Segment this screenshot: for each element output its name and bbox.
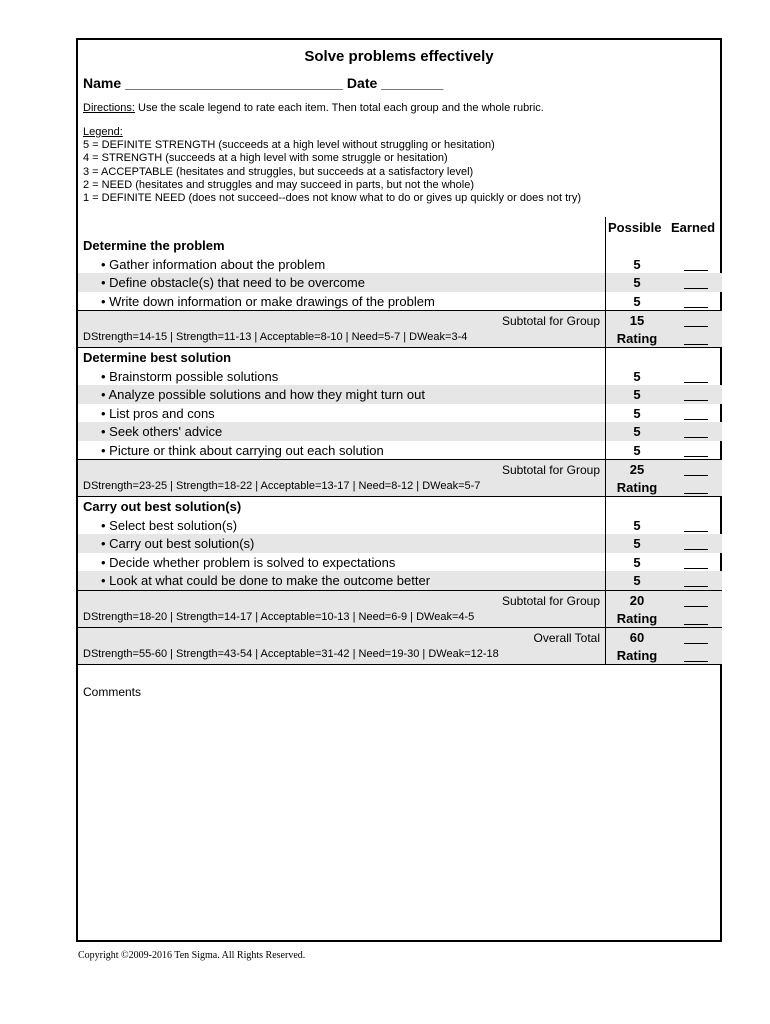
earned-blank[interactable] [684,307,708,308]
column-divider [605,553,606,572]
column-divider [605,236,606,255]
earned-blank[interactable] [684,419,708,420]
criteria-possible: 5 [633,517,641,533]
group-title-label: Carry out best solution(s) [83,499,242,514]
criteria-possible: 5 [633,424,641,439]
legend [83,126,581,205]
rating-label: Rating [616,647,658,663]
column-divider [605,534,606,553]
subtotal-block [78,590,722,628]
legend-label: Legend: [83,126,123,138]
rating-key: DStrength=55-60 | Strength=43-54 | Acceptable=31-42 | Need=19-30 | DWeak=12-18 [83,647,499,660]
column-divider [605,217,606,236]
criteria-label: • List pros and cons [101,405,215,421]
column-divider [605,516,606,535]
earned-subtotal-blank[interactable] [684,606,708,607]
criteria-label: • Decide whether problem is solved to expectations [101,554,396,570]
criteria-row [78,441,722,460]
criteria-row [78,404,722,423]
criteria-label: • Brainstorm possible solutions [101,368,279,384]
criteria-row [78,516,722,535]
subtotal-possible: 20 [629,592,645,608]
column-divider [605,367,606,386]
column-divider [605,273,606,292]
criteria-possible: 5 [633,368,641,384]
group-title-label: Determine the problem [83,238,225,253]
earned-blank[interactable] [684,400,708,401]
criteria-label: • Seek others' advice [101,424,223,439]
rating-key: DStrength=18-20 | Strength=14-17 | Acceptable=10-13 | Need=6-9 | DWeak=4-5 [83,610,475,623]
criteria-row [78,255,722,274]
subtotal-block [78,459,722,497]
column-divider [605,590,606,628]
earned-blank[interactable] [684,382,708,383]
criteria-row [78,534,722,553]
comments-label: Comments [83,685,142,699]
directions [83,102,544,114]
subtotal-label: Subtotal for Group [501,314,600,328]
column-divider [605,348,606,367]
earned-rating-blank[interactable] [684,624,708,625]
name-date-line[interactable]: Name ____________________________ Date ________ [83,75,444,91]
column-divider [605,422,606,441]
subtotal-possible: 15 [629,313,645,328]
criteria-possible: 5 [633,573,641,588]
criteria-possible: 5 [633,387,641,402]
subtotal-possible: 25 [629,462,645,477]
rating-key: DStrength=23-25 | Strength=18-22 | Acceptable=13-17 | Need=8-12 | DWeak=5-7 [83,480,481,492]
criteria-label: • Carry out best solution(s) [101,536,255,551]
criteria-label: • Define obstacle(s) that need to be overcome [101,275,365,290]
legend-item: 4 = STRENGTH (succeeds at a high level with some struggle or hesitation) [83,152,448,165]
column-divider [605,292,606,311]
column-divider [605,255,606,274]
earned-blank[interactable] [684,549,708,550]
criteria-possible: 5 [633,256,641,272]
column-divider [605,310,606,348]
directions-text: Use the scale legend to rate each item. Then total each group and the whole rubric. [134,102,544,114]
criteria-row [78,292,722,311]
rubric-frame [76,38,722,942]
criteria-row [78,367,722,386]
rating-label: Rating [616,331,658,346]
column-divider [605,441,606,460]
earned-rating-blank[interactable] [684,661,708,662]
subtotal-block [78,627,722,665]
column-header-possible: Possible [608,220,662,235]
criteria-row [78,273,722,292]
subtotal-label: Subtotal for Group [501,463,600,477]
criteria-possible: 5 [633,536,641,551]
criteria-row [78,553,722,572]
earned-subtotal-blank[interactable] [684,326,708,327]
column-divider [605,571,606,590]
criteria-label: • Write down information or make drawings of the problem [101,293,435,309]
earned-blank[interactable] [684,568,708,569]
rubric-title: Solve problems effectively [304,48,494,65]
legend-item: 3 = ACCEPTABLE (hesitates and struggles, but succeeds at a satisfactory level) [83,165,474,178]
group-title [78,497,722,516]
column-divider [605,627,606,665]
earned-subtotal-blank[interactable] [684,643,708,644]
earned-subtotal-blank[interactable] [684,475,708,476]
criteria-label: • Gather information about the problem [101,256,326,272]
group-title [78,348,722,367]
earned-blank[interactable] [684,270,708,271]
column-divider [605,404,606,423]
subtotal-block [78,310,722,348]
rating-label: Rating [616,480,658,495]
subtotal-possible: 60 [629,629,645,645]
earned-blank[interactable] [684,531,708,532]
earned-blank[interactable] [684,288,708,289]
column-divider [605,459,606,497]
column-divider [605,497,606,516]
criteria-label: • Select best solution(s) [101,517,238,533]
criteria-possible: 5 [633,405,641,421]
legend-item: 5 = DEFINITE STRENGTH (succeeds at a high level without struggling or hesitation) [83,139,495,152]
criteria-possible: 5 [633,293,641,309]
earned-blank[interactable] [684,586,708,587]
criteria-possible: 5 [633,442,641,458]
criteria-label: • Look at what could be done to make the outcome better [101,573,431,588]
legend-item: 2 = NEED (hesitates and struggles and may succeed in parts, but not the whole) [83,178,475,191]
earned-blank[interactable] [684,456,708,457]
earned-rating-blank[interactable] [684,493,708,494]
criteria-row [78,422,722,441]
subtotal-label: Subtotal for Group [501,593,600,608]
criteria-possible: 5 [633,554,641,570]
rating-label: Rating [616,610,658,626]
column-header-earned: Earned [671,220,716,235]
criteria-label: • Analyze possible solutions and how they might turn out [101,387,425,402]
criteria-row [78,571,722,590]
subtotal-label: Overall Total [533,630,600,645]
group-title-label: Determine best solution [83,350,232,365]
group-title [78,236,722,255]
criteria-label: • Picture or think about carrying out each solution [101,442,384,458]
directions-label: Directions: [83,102,135,114]
copyright: Copyright ©2009-2016 Ten Sigma. All Rights Reserved. [78,950,306,961]
rating-key: DStrength=14-15 | Strength=11-13 | Acceptable=8-10 | Need=5-7 | DWeak=3-4 [83,331,468,343]
earned-rating-blank[interactable] [684,344,708,345]
criteria-row [78,385,722,404]
legend-item: 1 = DEFINITE NEED (does not succeed--does not know what to do or gives up quickly or does not try) [83,192,581,205]
earned-blank[interactable] [684,437,708,438]
criteria-possible: 5 [633,275,641,290]
column-divider [605,385,606,404]
